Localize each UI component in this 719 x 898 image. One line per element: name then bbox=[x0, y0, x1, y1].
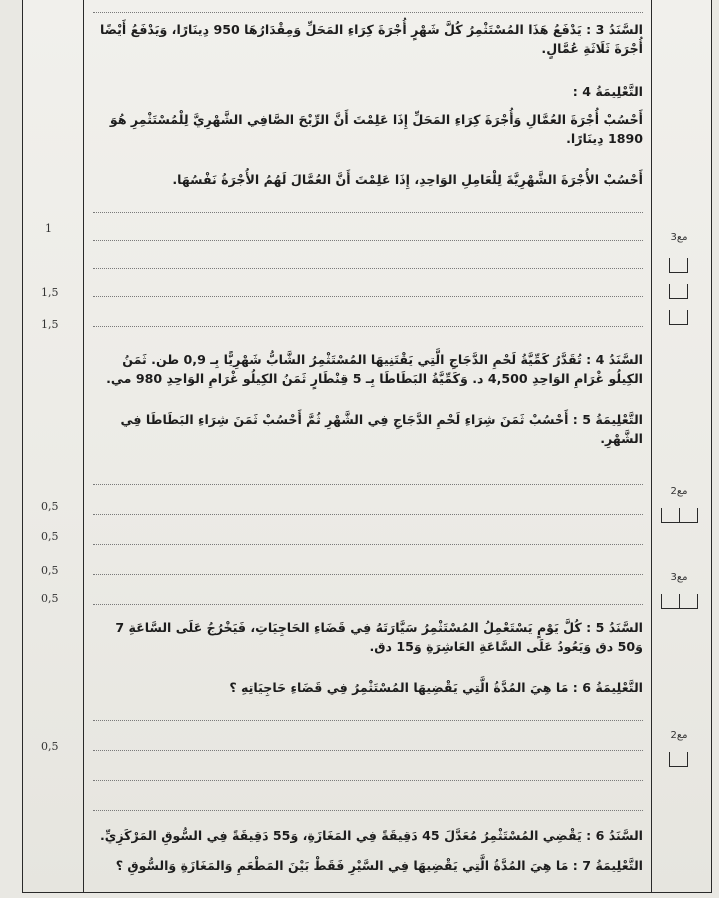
sanad-3: السَّنَدُ 3 : يَدْفَعُ هَذَا المُسْتَثْمِرُ كُلَّ شَهْرٍ أُجْرَةَ كِرَاءِ المَحَلِّ وَمِقْدَارُهَا 950 دِينَارًا، وَيَدْفَعُ أَيْضًا أُجْرَةَ ثَلَاثَةِ عُمَّالٍ. bbox=[100, 22, 643, 56]
score-value: 0,5 bbox=[41, 740, 59, 753]
task-7: التَّعْلِيمَةُ 7 : مَا هِيَ المُدَّةُ الَّتِي يَقْضِيهَا فِي السَّيْرِ فَقَطْ بَيْنَ المَطْعَمِ وَالمَغَازَةِ وَالسُّوقِ ؟ bbox=[115, 858, 643, 873]
grade-box[interactable] bbox=[679, 594, 698, 609]
task-6: التَّعْلِيمَةُ 6 : مَا هِيَ المُدَّةُ الَّتِي يَقْضِيهَا المُسْتَثْمِرُ فِي قَضَاءِ حَاجِيَاتِهِ ؟ bbox=[229, 680, 643, 695]
grade-box[interactable] bbox=[661, 508, 680, 523]
answer-line[interactable] bbox=[93, 604, 643, 605]
score-value: 0,5 bbox=[41, 564, 59, 577]
answer-line[interactable] bbox=[93, 326, 643, 327]
answer-line[interactable] bbox=[93, 750, 643, 751]
criterion-label: مع2 bbox=[670, 730, 688, 741]
sanad-5: السَّنَدُ 5 : كُلَّ يَوْمٍ يَسْتَعْمِلُ المُسْتَثْمِرُ سَيَّارَتَهُ فِي قَضَاءِ الحَاجِيَاتِ، فَيَخْرُجُ عَلَى السَّاعَةِ 7 وَ50 دق وَيَعُودُ عَلَى السَّاعَةِ العَاشِرَةِ وَ15 دق. bbox=[115, 620, 643, 654]
grade-box[interactable] bbox=[679, 508, 698, 523]
score-value: 1 bbox=[45, 222, 52, 235]
answer-line[interactable] bbox=[93, 780, 643, 781]
score-value: 0,5 bbox=[41, 500, 59, 513]
answer-line[interactable] bbox=[93, 544, 643, 545]
answer-line[interactable] bbox=[93, 810, 643, 811]
score-value: 0,5 bbox=[41, 530, 59, 543]
criterion-label: مع3 bbox=[670, 232, 688, 243]
task-5: التَّعْلِيمَةُ 5 : أَحْسُبْ ثَمَنَ شِرَاءِ لَحْمِ الدَّجَاجِ فِي الشَّهْرِ ثُمَّ أَحْسُبْ ثَمَنَ شِرَاءِ البَطَاطَا فِي الشَّهْرِ. bbox=[120, 412, 643, 446]
sanad-4: السَّنَدُ 4 : تُقَدَّرُ كَمِّيَّةُ لَحْمِ الدَّجَاجِ الَّتِي يَقْتَنِيهَا المُسْتَثْمِرُ الشَّابُّ شَهْرِيًّا بِـ 0,9 طن. ثَمَنُ الكِيلُو غْرَامِ الوَاحِدِ 4,500 د. وَكَمِّيَّةُ البَطَاطَا بِـ 5 قِنْطَارٍ ثَمَنُ الكِيلُو غْرَامِ الوَاحِدِ 980 مي. bbox=[106, 352, 643, 386]
criteria-column-divider bbox=[651, 0, 652, 892]
task-4-line-2: أَحْسُبْ الأُجْرَةَ الشَّهْرِيَّةَ لِلْعَامِلِ الوَاحِدِ، إِذَا عَلِمْتَ أَنَّ العُمَّالَ لَهُمُ الأُجْرَةُ نَفْسُهَا. bbox=[172, 172, 643, 187]
answer-line[interactable] bbox=[93, 514, 643, 515]
answer-line[interactable] bbox=[93, 720, 643, 721]
task-4-title: التَّعْلِيمَةُ 4 : bbox=[572, 84, 643, 99]
sanad-6: السَّنَدُ 6 : يَقْضِي المُسْتَثْمِرُ مُعَدَّلَ 45 دَقِيقَةً فِي المَغَازَةِ، وَ55 دَقِيقَةً فِي السُّوقِ المَرْكَزِيِّ. bbox=[100, 828, 643, 843]
criterion-label: مع2 bbox=[670, 486, 688, 497]
answer-line[interactable] bbox=[93, 296, 643, 297]
grade-box[interactable] bbox=[661, 594, 680, 609]
score-value: 0,5 bbox=[41, 592, 59, 605]
score-column-divider bbox=[83, 0, 84, 892]
answer-line[interactable] bbox=[93, 484, 643, 485]
answer-line[interactable] bbox=[93, 240, 643, 241]
task-4-line-1: أَحْسُبْ أُجْرَةَ العُمَّالِ وَأُجْرَةَ كِرَاءِ المَحَلِّ إِذَا عَلِمْتَ أَنَّ الرِّبْحَ الصَّافِي الشَّهْرِيَّ لِلْمُسْتَثْمِرِ هُوَ 1890 دِينَارًا. bbox=[109, 112, 643, 146]
score-value: 1,5 bbox=[41, 286, 59, 299]
grade-box[interactable] bbox=[669, 284, 688, 299]
answer-line[interactable] bbox=[93, 574, 643, 575]
grade-box[interactable] bbox=[669, 310, 688, 325]
answer-line[interactable] bbox=[93, 268, 643, 269]
answer-line[interactable] bbox=[93, 12, 643, 13]
answer-line[interactable] bbox=[93, 212, 643, 213]
score-value: 1,5 bbox=[41, 318, 59, 331]
grade-box[interactable] bbox=[669, 752, 688, 767]
grade-box[interactable] bbox=[669, 258, 688, 273]
exam-page bbox=[22, 0, 712, 893]
criterion-label: مع3 bbox=[670, 572, 688, 583]
